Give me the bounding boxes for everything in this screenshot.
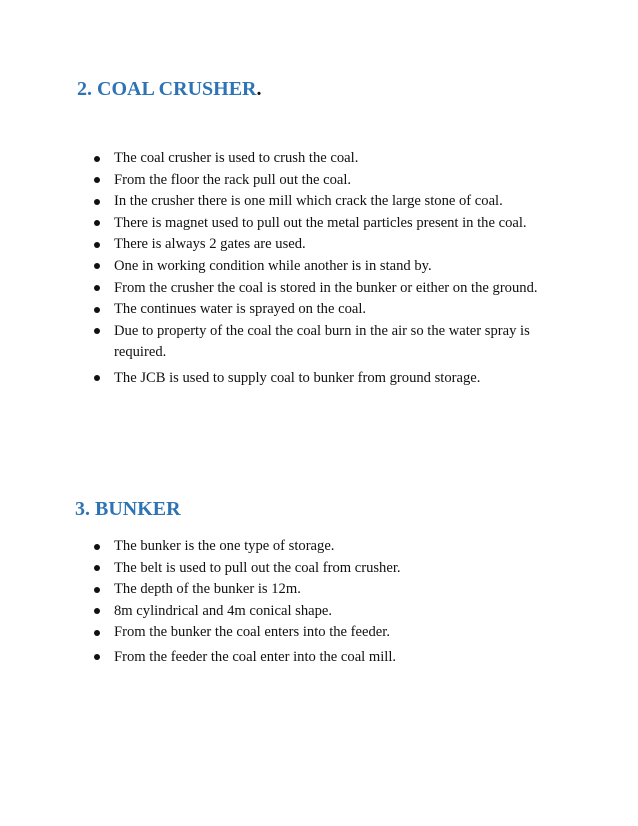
list-item-text: The continues water is sprayed on the coal. (114, 301, 367, 318)
list-item (0, 321, 638, 364)
list-item (0, 299, 638, 321)
heading-coal-crusher-text: 2. COAL CRUSHER (77, 78, 257, 100)
list-item (0, 622, 638, 644)
bullet-icon (94, 285, 100, 291)
list-item (0, 601, 638, 623)
bullet-icon (94, 654, 100, 660)
list-item (0, 213, 638, 235)
heading-coal-crusher (77, 77, 261, 101)
list-item (0, 647, 638, 669)
list-item-text: The JCB is used to supply coal to bunker from ground storage. (114, 369, 481, 386)
bullet-icon (94, 608, 100, 614)
list-item-text: There is magnet used to pull out the metal particles present in the coal. (114, 214, 527, 231)
heading-coal-crusher-period: . (256, 78, 262, 100)
bullet-icon (94, 242, 100, 248)
heading-bunker-text: 3. BUNKER (75, 498, 181, 520)
list-item-text: The depth of the bunker is 12m. (114, 581, 301, 598)
list-item (0, 148, 638, 170)
list-item (0, 536, 638, 558)
bullet-icon (94, 375, 100, 381)
list-item-text: Due to property of the coal the coal burn in the air so the water spray is required. (114, 322, 530, 361)
bullet-icon (94, 156, 100, 162)
list-item-text: From the feeder the coal enter into the coal mill. (114, 648, 397, 665)
list-item (0, 368, 638, 390)
heading-bunker (75, 497, 181, 521)
bullet-icon (94, 587, 100, 593)
bullet-icon (94, 220, 100, 226)
bullet-icon (94, 544, 100, 550)
bullet-icon (94, 328, 100, 334)
list-item-text: The coal crusher is used to crush the coal. (114, 150, 359, 166)
bullet-icon (94, 565, 100, 571)
list-item-text: There is always 2 gates are used. (114, 236, 306, 253)
list-item (0, 170, 638, 192)
bullet-icon (94, 199, 100, 205)
list-item-text: The belt is used to pull out the coal from crusher. (114, 559, 401, 576)
list-item (0, 191, 638, 213)
bullet-icon (94, 177, 100, 183)
coal-crusher-list (0, 148, 638, 390)
list-item-text: From the floor the rack pull out the coal. (114, 171, 352, 188)
list-item-text: One in working condition while another is in stand by. (114, 257, 432, 274)
bullet-icon (94, 263, 100, 269)
list-item (0, 278, 638, 300)
bunker-list (0, 536, 638, 669)
list-item-text: The bunker is the one type of storage. (114, 538, 335, 554)
list-item-text: 8m cylindrical and 4m conical shape. (114, 602, 333, 619)
list-item-text: In the crusher there is one mill which crack the large stone of coal. (114, 193, 503, 210)
list-item-text: From the crusher the coal is stored in the bunker or either on the ground. (114, 279, 538, 296)
bullet-icon (94, 630, 100, 636)
list-item (0, 256, 638, 278)
list-item (0, 579, 638, 601)
list-item (0, 558, 638, 580)
list-item (0, 234, 638, 256)
bullet-icon (94, 307, 100, 313)
list-item-text: From the bunker the coal enters into the feeder. (114, 624, 390, 641)
